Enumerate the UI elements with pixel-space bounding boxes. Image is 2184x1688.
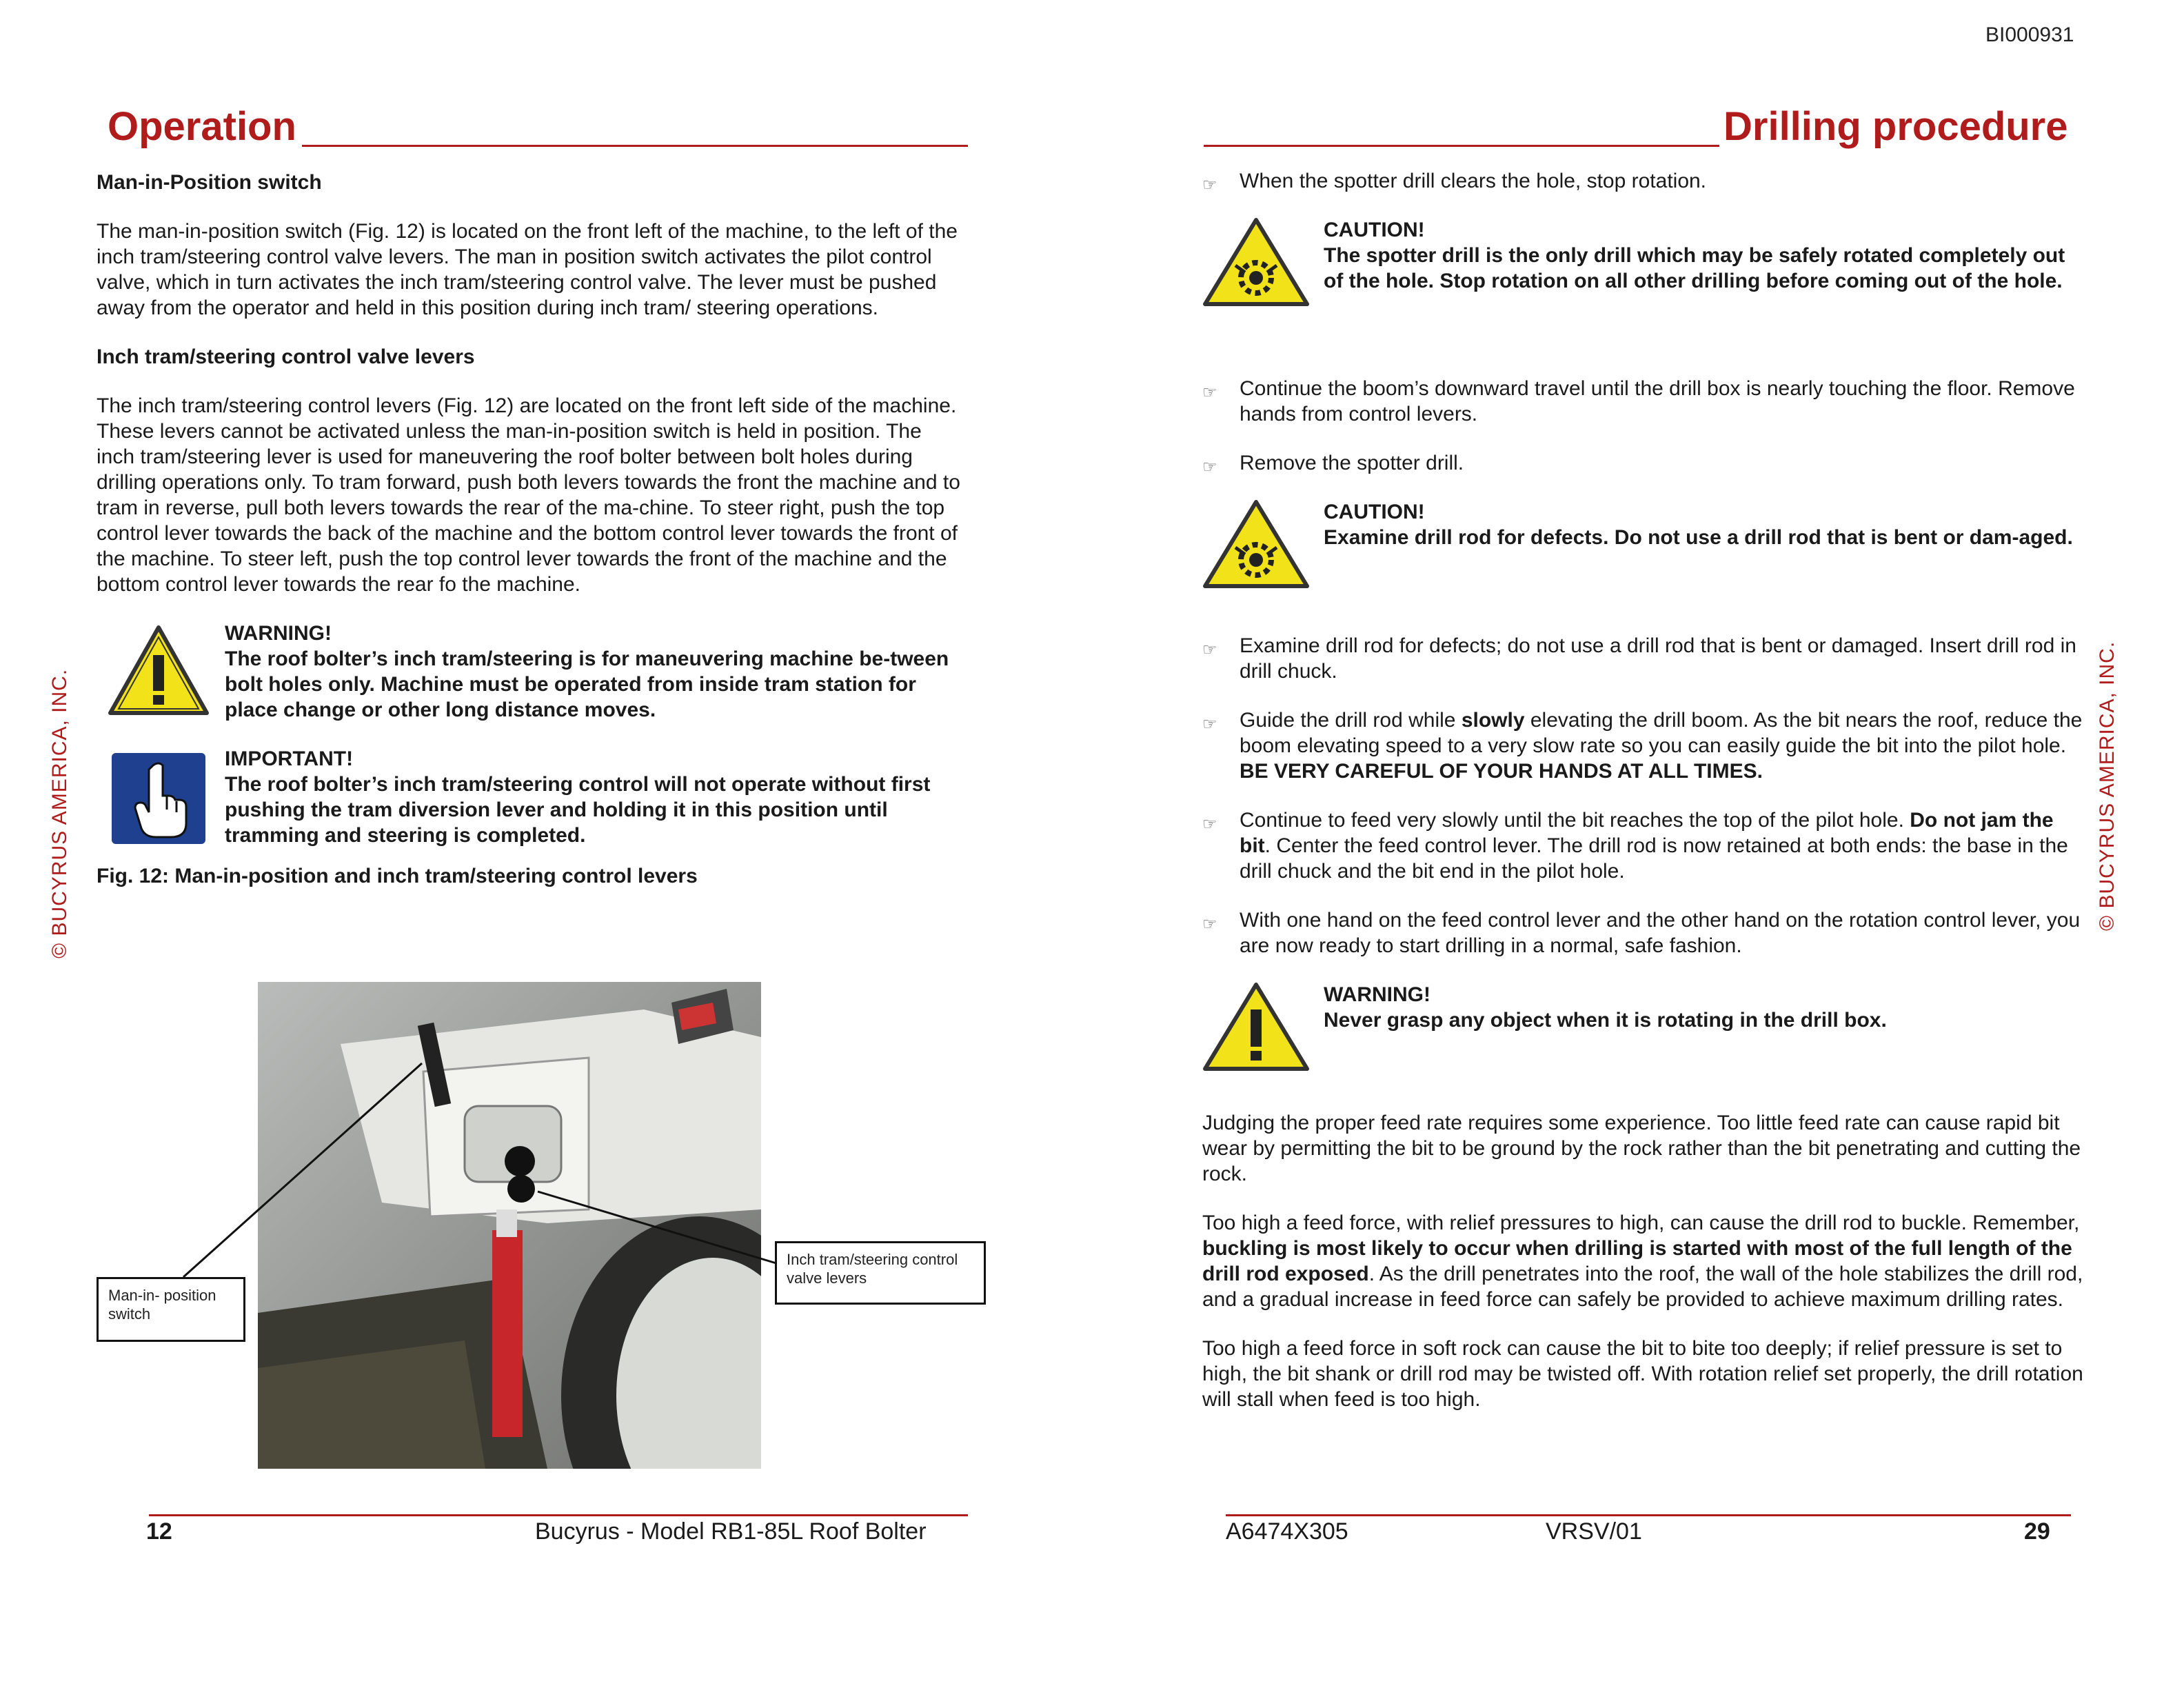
soft-rock-paragraph: Too high a feed force in soft rock can cause the bit to bite too deeply; if relief pressure is set to high, the bit shank or drill rod may be twisted off. With rotation relief set properly, the drill rotation will stall when feed is too high. (1202, 1337, 2083, 1411)
feed-force-paragraph: Too high a feed force, with relief pressures to high, can cause the drill rod to buckle. Remember, buckling is most likely to occur when drilling is started with most of the full length of the drill rod exposed. As the drill penetrates into the roof, the wall of the hole stabilizes the drill rod, and a gradual increase in feed force can safely be provided to achieve maximum drilling rates. (1202, 1212, 2083, 1311)
pointing-hand-bullet-icon: ☞ (1202, 383, 1217, 402)
footer-model: Bucyrus - Model RB1-85L Roof Bolter (535, 1518, 927, 1545)
right-page-body (1202, 168, 2085, 1436)
pointing-hand-bullet-icon: ☞ (1202, 176, 1217, 194)
warning-notice-right (1202, 982, 2085, 1078)
list-item: ☞ Guide the drill rod while slowly elevating the drill boom. As the bit nears the roof, reduce the boom elevating speed to a very slow rate so you can easily guide the bit into the pilot hole. BE VERY CAREFUL OF YOUR HANDS AT ALL TIMES. (1202, 709, 2083, 783)
warning-body: Never grasp any object when it is rotating in the drill box. (1324, 1009, 1887, 1032)
footer-rule-right (1226, 1514, 2071, 1516)
caution-title: CAUTION! (1324, 501, 1425, 523)
feed-rate-paragraph: Judging the proper feed rate requires some experience. Too little feed rate can cause rapid bit wear by permitting the bit to be ground by the rock rather than the bit penetrating and cutting the rock. (1202, 1112, 2081, 1185)
footer-page-number-left: 12 (146, 1518, 172, 1545)
mip-paragraph: The man-in-position switch (Fig. 12) is located on the front left of the machine, to the left of the inch tram/steering control valve levers. The man in position switch activates the pilot control valve, which in turn activates the inch tram/steering control valve. The lever must be pushed away from the operator and held in this position during inch tram/ steering operations. (97, 220, 958, 319)
list-item: ☞ With one hand on the feed control lever and the other hand on the rotation control lever, you are now ready to start drilling in a normal, safe fashion. (1202, 909, 2081, 957)
important-title: IMPORTANT! (225, 747, 354, 770)
warning-title: WARNING! (1324, 983, 1430, 1006)
pointing-hand-bullet-icon: ☞ (1202, 815, 1217, 834)
footer-part-number: A6474X305 (1226, 1518, 1348, 1545)
caution-notice-2 (1202, 499, 2085, 610)
caution-gear-icon (1202, 217, 1310, 313)
caution-gear-icon (1202, 499, 1310, 595)
copyright-left: © BUCYRUS AMERICA, INC. (48, 668, 71, 958)
copyright-right: © BUCYRUS AMERICA, INC. (2096, 641, 2119, 931)
pointing-hand-bullet-icon: ☞ (1202, 458, 1217, 476)
caution-body: The spotter drill is the only drill which may be safely rotated completely out of the hole. Stop rotation on all other drilling before coming out of the hole. (1324, 244, 2065, 292)
section-title-operation: Operation (108, 104, 296, 149)
list-item: ☞ Continue to feed very slowly until the bit reaches the top of the pilot hole. Do not jam the bit. Center the feed control lever. The drill rod is now retained at both ends: the base in the drill chuck and the bit end in the pilot hole. (1202, 809, 2068, 883)
callout-tram-levers: Inch tram/steering control valve levers (775, 1241, 986, 1305)
section-title-drilling: Drilling procedure (1723, 104, 2068, 149)
footer-rule-left (149, 1514, 968, 1516)
warning-title: WARNING! (225, 622, 332, 645)
callout-mip-switch: Man-in- position switch (97, 1277, 245, 1342)
tram-heading: Inch tram/steering control valve levers (97, 345, 475, 368)
footer-page-number-right: 29 (2024, 1518, 2050, 1545)
caution-body: Examine drill rod for defects. Do not use a drill rod that is bent or dam-aged. (1324, 526, 2073, 549)
warning-body: The roof bolter’s inch tram/steering is for maneuvering machine be-tween bolt holes only. Machine must be operated from inside tram station for place change or other long distance moves. (225, 647, 949, 721)
important-body: The roof bolter’s inch tram/steering control will not operate without first pushing the tram diversion lever and holding it in this position until tramming and steering is completed. (225, 773, 931, 847)
warning-exclamation-icon (1202, 982, 1310, 1078)
pointing-hand-bullet-icon: ☞ (1202, 641, 1217, 659)
figure-caption: Fig. 12: Man-in-position and inch tram/steering control levers (97, 865, 698, 887)
caution-notice-1 (1202, 217, 2085, 352)
list-item: ☞ Remove the spotter drill. (1202, 450, 2085, 476)
pointing-hand-bullet-icon: ☞ (1202, 915, 1217, 934)
list-item: ☞ Examine drill rod for defects; do not use a drill rod that is bent or damaged. Insert drill rod in drill chuck. (1202, 634, 2076, 683)
tram-paragraph: The inch tram/steering control levers (Fig. 12) are located on the front left side of the machine. These levers cannot be activated unless the man-in-position switch is held in position. The inch tram/steering lever is used for maneuvering the roof bolter between bolt holes during drilling operations only. To tram forward, push both levers towards the front the machine and to tram in reverse, pull both levers towards the rear of the ma-chine. To steer right, push the top control lever towards the back of the machine and the bottom control lever towards the front of the machine. To steer left, push the top control lever towards the front of the machine and the bottom control lever towards the rear fo the machine. (97, 394, 960, 596)
caution-title: CAUTION! (1324, 219, 1425, 241)
list-item: ☞ Continue the boom’s downward travel until the drill box is nearly touching the floor. Remove hands from control levers. (1202, 377, 2075, 425)
mip-heading: Man-in-Position switch (97, 171, 322, 194)
list-item: ☞ When the spotter drill clears the hole, stop rotation. (1202, 168, 2085, 194)
pointing-hand-bullet-icon: ☞ (1202, 715, 1217, 734)
document-id: BI000931 (1985, 23, 2074, 46)
footer-revision: VRSV/01 (1546, 1518, 1642, 1545)
